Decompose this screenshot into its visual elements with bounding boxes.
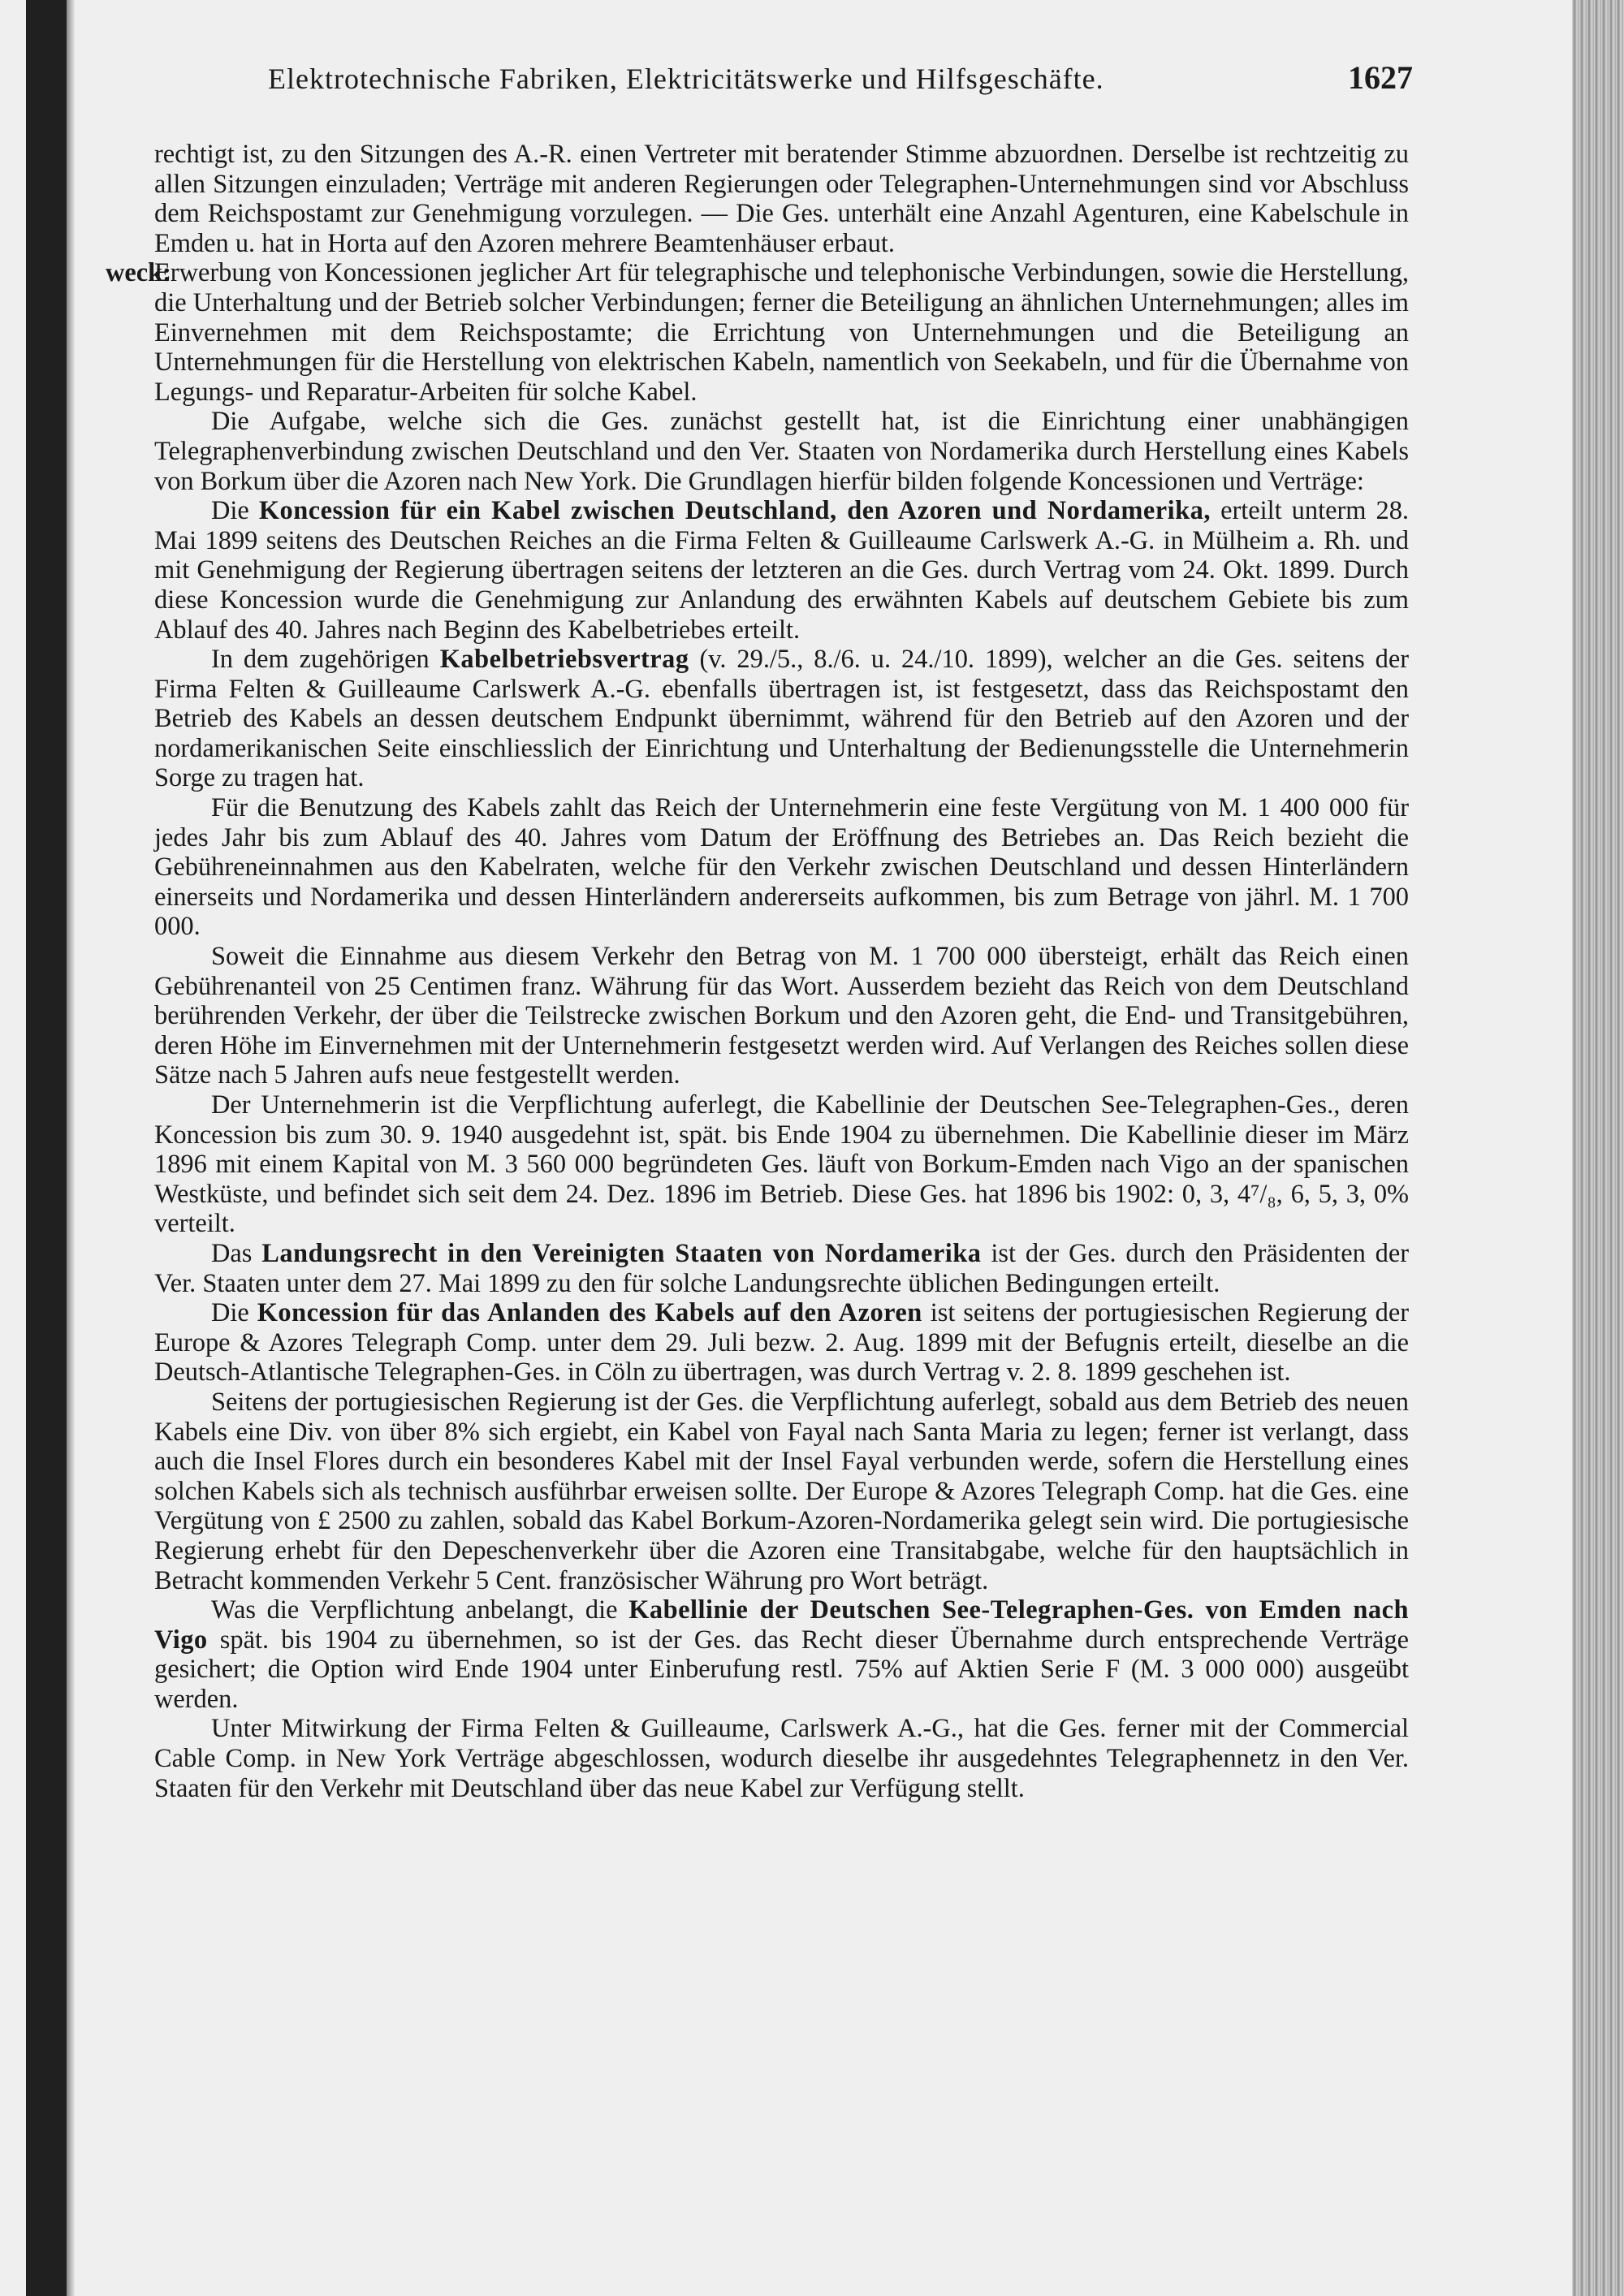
paragraph-9 <box>154 1239 1409 1298</box>
paragraph-5 <box>154 645 1409 793</box>
p10-heading: Koncession für das Anlanden des Kabels auf den Azoren <box>257 1298 922 1328</box>
paragraph-11: Seitens der portugiesischen Regierung ist der Ges. die Verpflichtung auferlegt, sobald aus dem Betrieb des neuen Kabels eine Div. von über 8% sich ergiebt, ein Kabel von Fayal nach Santa Maria zu legen; ferner ist verlangt, dass auch die Insel Flores durch ein besonderes Kabel mit der Insel Fayal verbunden werde, sofern die Herstellung eines solchen Kabels sich als technisch ausführbar erweisen sollte. Der Europe & Azores Telegraph Comp. hat die Ges. eine Vergütung von £ 2500 zu zahlen, sobald das Kabel Borkum-Azoren-Nordamerika gelegt sein wird. Die portugiesische Regierung erhebt für den Depeschenverkehr über die Azoren eine Transitabgabe, welche für den hauptsächlich in Betracht kommenden Verkehr 5 Cent. französischer Währung pro Wort beträgt. <box>154 1387 1409 1595</box>
paragraph-8: Der Unternehmerin ist die Verpflichtung auferlegt, die Kabellinie der Deutschen See-Telegraphen-Ges., deren Koncession bis zum 30. 9. 1940 ausgedehnt ist, spät. bis Ende 1904 zu übernehmen. Die Kabellinie dieser im März 1896 mit einem Kapital von M. 3 560 000 begründeten Ges. läuft von Borkum-Emden nach Vigo an der spanischen Westküste, und befindet sich seit dem 24. Dez. 1896 im Betrieb. Diese Ges. hat 1896 bis 1902: 0, 3, 4⁷/₈, 6, 5, 3, 0% verteilt. <box>154 1090 1409 1239</box>
p10-pre: Die <box>211 1298 257 1328</box>
paragraph-4 <box>154 496 1409 645</box>
paragraph-13: Unter Mitwirkung der Firma Felten & Guilleaume, Carlswerk A.-G., hat die Ges. ferner mit der Commercial Cable Comp. in New York Verträge abgeschlossen, wodurch dieselbe ihr ausgedehntes Telegraphennetz in den Ver. Staaten für den Verkehr mit Deutschland über das neue Kabel zur Verfügung stellt. <box>154 1714 1409 1803</box>
p4-heading: Koncession für ein Kabel zwischen Deutschland, den Azoren und Nordamerika, <box>258 496 1211 526</box>
zweck-text: Erwerbung von Koncessionen jeglicher Art für telegraphische und telephonische Verbindungen, sowie die Herstellung, die Unterhaltung und der Betrieb solcher Verbindungen; ferner die Beteiligung an ähnlichen Unternehmungen; alles im Einvernehmen mit dem Reichspostamte; die Errichtung von Unternehmungen und die Beteiligung an Unternehmungen für die Herstellung von elektrischen Kabeln, namentlich von Seekabeln, und für die Übernahme von Legungs- und Reparatur-Arbeiten für solche Kabel. <box>154 258 1409 407</box>
p12-pre: Was die Verpflichtung anbelangt, die <box>211 1595 629 1625</box>
zweck-label: weck: <box>106 258 171 288</box>
running-header <box>268 59 1413 110</box>
paragraph-zweck <box>106 258 1409 407</box>
p10-post: ist seitens der portugiesischen Regierung der Europe & Azores Telegraph Comp. unter dem 29. Juli bezw. 2. Aug. 1899 mit der Befugnis erteilt, dieselbe an die Deutsch-Atlantische Telegraphen-Ges. in Cöln zu übertragen, was durch Vertrag v. 2. 8. 1899 geschehen ist. <box>154 1298 1409 1388</box>
p5-pre: In dem zugehörigen <box>211 645 440 675</box>
p9-post: ist der Ges. durch den Präsidenten der Ver. Staaten unter dem 27. Mai 1899 zu den für solche Landungsrechte üblichen Bedingungen erteilt. <box>154 1238 1409 1298</box>
paragraph-7: Soweit die Einnahme aus diesem Verkehr den Betrag von M. 1 700 000 übersteigt, erhält das Reich einen Gebührenanteil von 25 Centimen franz. Währung für das Wort. Ausserdem bezieht das Reich von dem Deutschland berührenden Verkehr, der über die Teilstrecke zwischen Borkum und den Azoren geht, die End- und Transitgebühren, deren Höhe im Einvernehmen mit der Unternehmerin festgesetzt werden wird. Auf Verlangen des Reiches sollen diese Sätze nach 5 Jahren aufs neue festgestellt werden. <box>154 942 1409 1090</box>
paragraph-1: rechtigt ist, zu den Sitzungen des A.-R. einen Vertreter mit beratender Stimme abzuordnen. Derselbe ist rechtzeitig zu allen Sitzungen einzuladen; Verträge mit anderen Regierungen oder Telegraphen-Unternehmungen sind vor Abschluss dem Reichspostamt zur Genehmigung vorzulegen. — Die Ges. unterhält eine Anzahl Agenturen, eine Kabelschule in Emden u. hat in Horta auf den Azoren mehrere Beamtenhäuser erbaut. <box>154 140 1409 258</box>
body-text <box>106 140 1409 1803</box>
header-title: Elektrotechnische Fabriken, Elektricitätswerke und Hilfsgeschäfte. <box>268 63 1104 95</box>
paragraph-3: Die Aufgabe, welche sich die Ges. zunächst gestellt hat, ist die Einrichtung einer unabhängigen Telegraphenverbindung zwischen Deutschland und den Ver. Staaten von Nordamerika durch Herstellung eines Kabels von Borkum über die Azoren nach New York. Die Grundlagen hierfür bilden folgende Koncessionen und Verträge: <box>154 407 1409 496</box>
binding-shadow <box>26 0 67 2296</box>
p9-heading: Landungsrecht in den Vereinigten Staaten von Nordamerika <box>261 1238 982 1268</box>
p12-heading: Kabellinie der Deutschen See-Telegraphen-Ges. von Emden nach Vigo <box>154 1595 1409 1655</box>
paragraph-12 <box>154 1595 1409 1714</box>
page-number: 1627 <box>1348 59 1413 96</box>
p5-post: (v. 29./5., 8./6. u. 24./10. 1899), welcher an die Ges. seitens der Firma Felten & Guilleaume Carlswerk A.-G. ebenfalls übertragen ist, ist festgesetzt, dass das Reichspostamt den Betrieb des Kabels an dessen deutschem Endpunkt übernimmt, während für den Betrieb auf den Azoren und der nordamerikanischen Seite einschliesslich der Einrichtung und Unterhaltung der Bedienungsstelle die Unternehmerin Sorge zu tragen hat. <box>154 645 1409 793</box>
paragraph-10 <box>154 1298 1409 1388</box>
p12-post: spät. bis 1904 zu übernehmen, so ist der Ges. das Recht dieser Übernahme durch entsprechende Verträge gesichert; die Option wird Ende 1904 unter Einberufung restl. 75% auf Aktien Serie F (M. 3 000 000) ausgeübt werden. <box>154 1625 1409 1714</box>
p9-pre: Das <box>211 1238 262 1268</box>
p4-pre: Die <box>211 496 259 526</box>
page-edge-stack <box>1572 0 1624 2296</box>
p4-post: erteilt unterm 28. Mai 1899 seitens des Deutschen Reiches an die Firma Felten & Guilleaume Carlswerk A.-G. in Mülheim a. Rh. und mit Genehmigung der Regierung übertragen seitens der letzteren an die Ges. durch Vertrag vom 24. Okt. 1899. Durch diese Koncession wurde die Genehmigung zur Anlandung des erwähnten Kabels auf deutschem Gebiete bis zum Ablauf des 40. Jahres nach Beginn des Kabelbetriebes erteilt. <box>154 496 1409 645</box>
p5-heading: Kabelbetriebsvertrag <box>439 645 689 675</box>
page-gutter <box>67 0 75 2296</box>
paragraph-6: Für die Benutzung des Kabels zahlt das Reich der Unternehmerin eine feste Vergütung von M. 1 400 000 für jedes Jahr bis zum Ablauf des 40. Jahres vom Datum der Eröffnung des Betriebes an. Das Reich bezieht die Gebühreneinnahmen aus den Kabelraten, welche für den Verkehr zwischen Deutschland und dessen Hinterländern einerseits und Nordamerika und dessen Hinterländern andererseits aufkommen, bis zum Betrage von jährl. M. 1 700 000. <box>154 793 1409 942</box>
